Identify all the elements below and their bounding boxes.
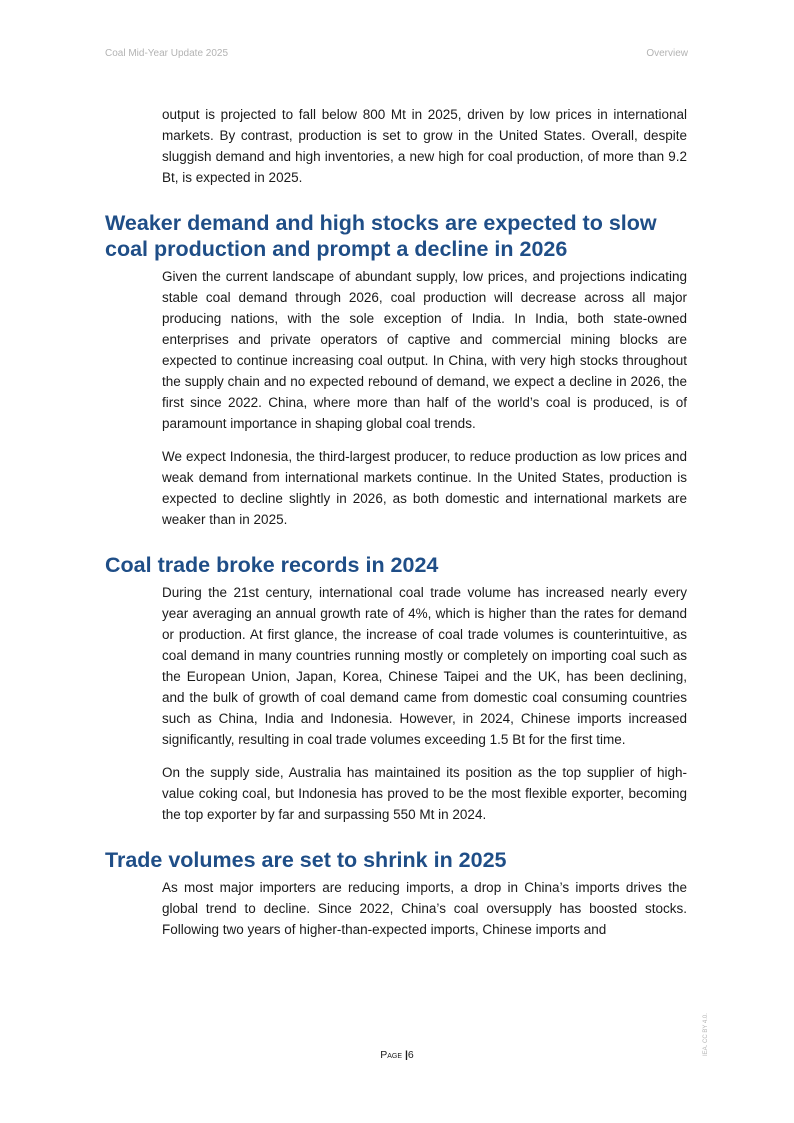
paragraph: As most major importers are reducing imports, a drop in China’s imports drives the global trend to decline. Since 2022, China’s coal oversupply has boosted stocks. Following two years of higher-than-expected imports, Chinese imports and — [162, 880, 687, 937]
running-header — [105, 48, 688, 62]
report-title: Coal Mid-Year Update 2025 — [105, 48, 229, 59]
paragraph: During the 21st century, international coal trade volume has increased nearly every year averaging an annual growth rate of 4%, which is higher than the rates for demand or production. At first glance, the increase of coal trade volumes is counterintuitive, as coal demand in many countries running mostly or completely on importing coal such as the European Union, Japan, Korea, Chinese Taipei and the UK, has been declining, and the bulk of growth of coal demand came from domestic coal consuming countries such as China, India and Indonesia. However, in 2024, Chinese imports increased significantly, resulting in coal trade volumes exceeding 1.5 Bt for the first time. — [162, 585, 687, 747]
paragraph: We expect Indonesia, the third-largest producer, to reduce production as low prices and weak demand from international markets continue. In the United States, production is expected to decline slightly in 2026, as both domestic and international markets are weaker than in 2025. — [162, 449, 687, 527]
page-label: Page — [380, 1049, 403, 1061]
paragraph: Given the current landscape of abundant supply, low prices, and projections indicating stable coal demand through 2026, coal production will decrease across all major producing nations, with the sole exception of India. In India, both state-owned enterprises and private operators of captive and commercial mining blocks are expected to continue increasing coal output. In China, with very high stocks throughout the supply chain and no expected rebound of demand, we expect a decline in 2026, the first since 2022. China, where more than half of the world’s coal is produced, is of paramount importance in shaping global coal trends. — [162, 269, 687, 431]
section-heading: Trade volumes are set to shrink in 2025 — [105, 848, 507, 872]
section-trade-volumes — [0, 847, 794, 940]
section-production-outlook — [0, 210, 794, 530]
paragraph: On the supply side, Australia has maintained its position as the top supplier of high-value coking coal, but Indonesia has proved to be the most flexible exporter, becoming the top exporter by far and surpassing 550 Mt in 2024. — [162, 765, 687, 822]
page-number — [0, 1049, 794, 1061]
page-separator: | — [404, 1049, 408, 1061]
license-notice: IEA. CC BY 4.0. — [703, 1013, 709, 1056]
page-number-value: 6 — [407, 1049, 414, 1061]
section-heading: Weaker demand and high stocks are expected to slow coal production and prompt a decline in 2026 — [105, 211, 657, 261]
section-label: Overview — [646, 48, 688, 59]
section-trade-records — [0, 552, 794, 825]
section-heading: Coal trade broke records in 2024 — [105, 553, 439, 577]
page-body — [0, 104, 794, 952]
intro-paragraph: output is projected to fall below 800 Mt in 2025, driven by low prices in international markets. By contrast, production is set to grow in the United States. Overall, despite sluggish demand and high inventories, a new high for coal production, of more than 9.2 Bt, is expected in 2025. — [162, 107, 687, 185]
